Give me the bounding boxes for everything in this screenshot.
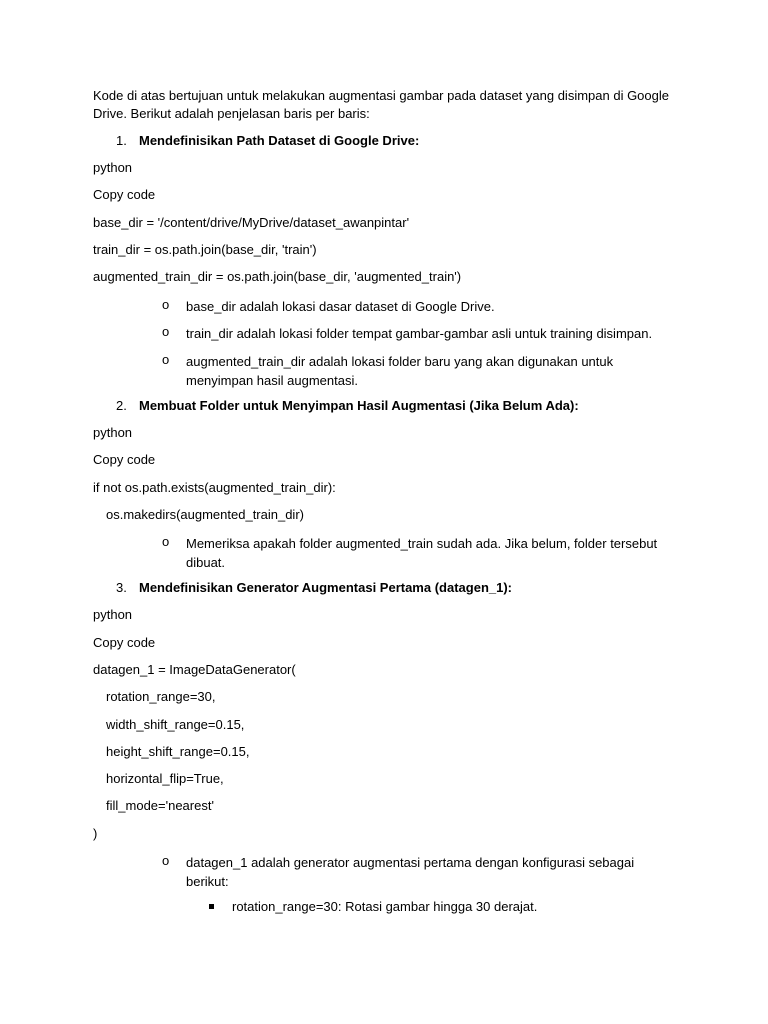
sub-bullet-text: rotation_range=30: Rotasi gambar hingga 30 derajat.: [232, 899, 538, 914]
code-line: augmented_train_dir = os.path.join(base_dir, 'augmented_train'): [93, 269, 462, 284]
bullet-circle-icon: o: [162, 297, 170, 312]
bullet-text: base_dir adalah lokasi dasar dataset di Google Drive.: [186, 299, 495, 314]
copy-code-label: Copy code: [93, 635, 156, 650]
bullet-circle-icon: o: [162, 534, 170, 549]
code-line: height_shift_range=0.15,: [106, 744, 250, 759]
intro-paragraph: Kode di atas bertujuan untuk melakukan augmentasi gambar pada dataset yang disimpan di Google Drive. Berikut adalah penjelasan baris per baris:: [93, 88, 669, 121]
code-language-label: python: [93, 425, 133, 440]
code-line: datagen_1 = ImageDataGenerator(: [93, 662, 296, 677]
copy-code-label: Copy code: [93, 452, 156, 467]
bullet-text: Memeriksa apakah folder augmented_train sudah ada. Jika belum, folder tersebut dibuat.: [186, 536, 658, 570]
code-line: train_dir = os.path.join(base_dir, 'train'): [93, 242, 317, 257]
code-line: base_dir = '/content/drive/MyDrive/dataset_awanpintar': [93, 215, 410, 230]
code-language-label: python: [93, 160, 133, 175]
bullet-circle-icon: o: [162, 853, 170, 868]
bullet-circle-icon: o: [162, 324, 170, 339]
section-heading: Mendefinisikan Path Dataset di Google Drive:: [139, 133, 420, 148]
code-line: ): [93, 826, 98, 841]
code-line: os.makedirs(augmented_train_dir): [106, 507, 304, 522]
code-line: rotation_range=30,: [106, 689, 216, 704]
bullet-text: train_dir adalah lokasi folder tempat gambar-gambar asli untuk training disimpan.: [186, 326, 653, 341]
code-line: fill_mode='nearest': [106, 798, 214, 813]
code-language-label: python: [93, 607, 133, 622]
bullet-circle-icon: o: [162, 352, 170, 367]
code-line: width_shift_range=0.15,: [106, 717, 245, 732]
section-heading: Membuat Folder untuk Menyimpan Hasil Augmentasi (Jika Belum Ada):: [139, 398, 579, 413]
code-line: horizontal_flip=True,: [106, 771, 224, 786]
section-heading: Mendefinisikan Generator Augmentasi Pertama (datagen_1):: [139, 580, 513, 595]
bullet-square-icon: [209, 904, 214, 909]
copy-code-label: Copy code: [93, 187, 156, 202]
list-number: 2.: [116, 398, 127, 413]
code-line: if not os.path.exists(augmented_train_dir):: [93, 480, 336, 495]
bullet-text: datagen_1 adalah generator augmentasi pertama dengan konfigurasi sebagai berikut:: [186, 855, 635, 889]
list-number: 3.: [116, 580, 127, 595]
list-number: 1.: [116, 133, 127, 148]
bullet-text: augmented_train_dir adalah lokasi folder baru yang akan digunakan untuk menyimpan hasil augmentasi.: [186, 354, 614, 388]
